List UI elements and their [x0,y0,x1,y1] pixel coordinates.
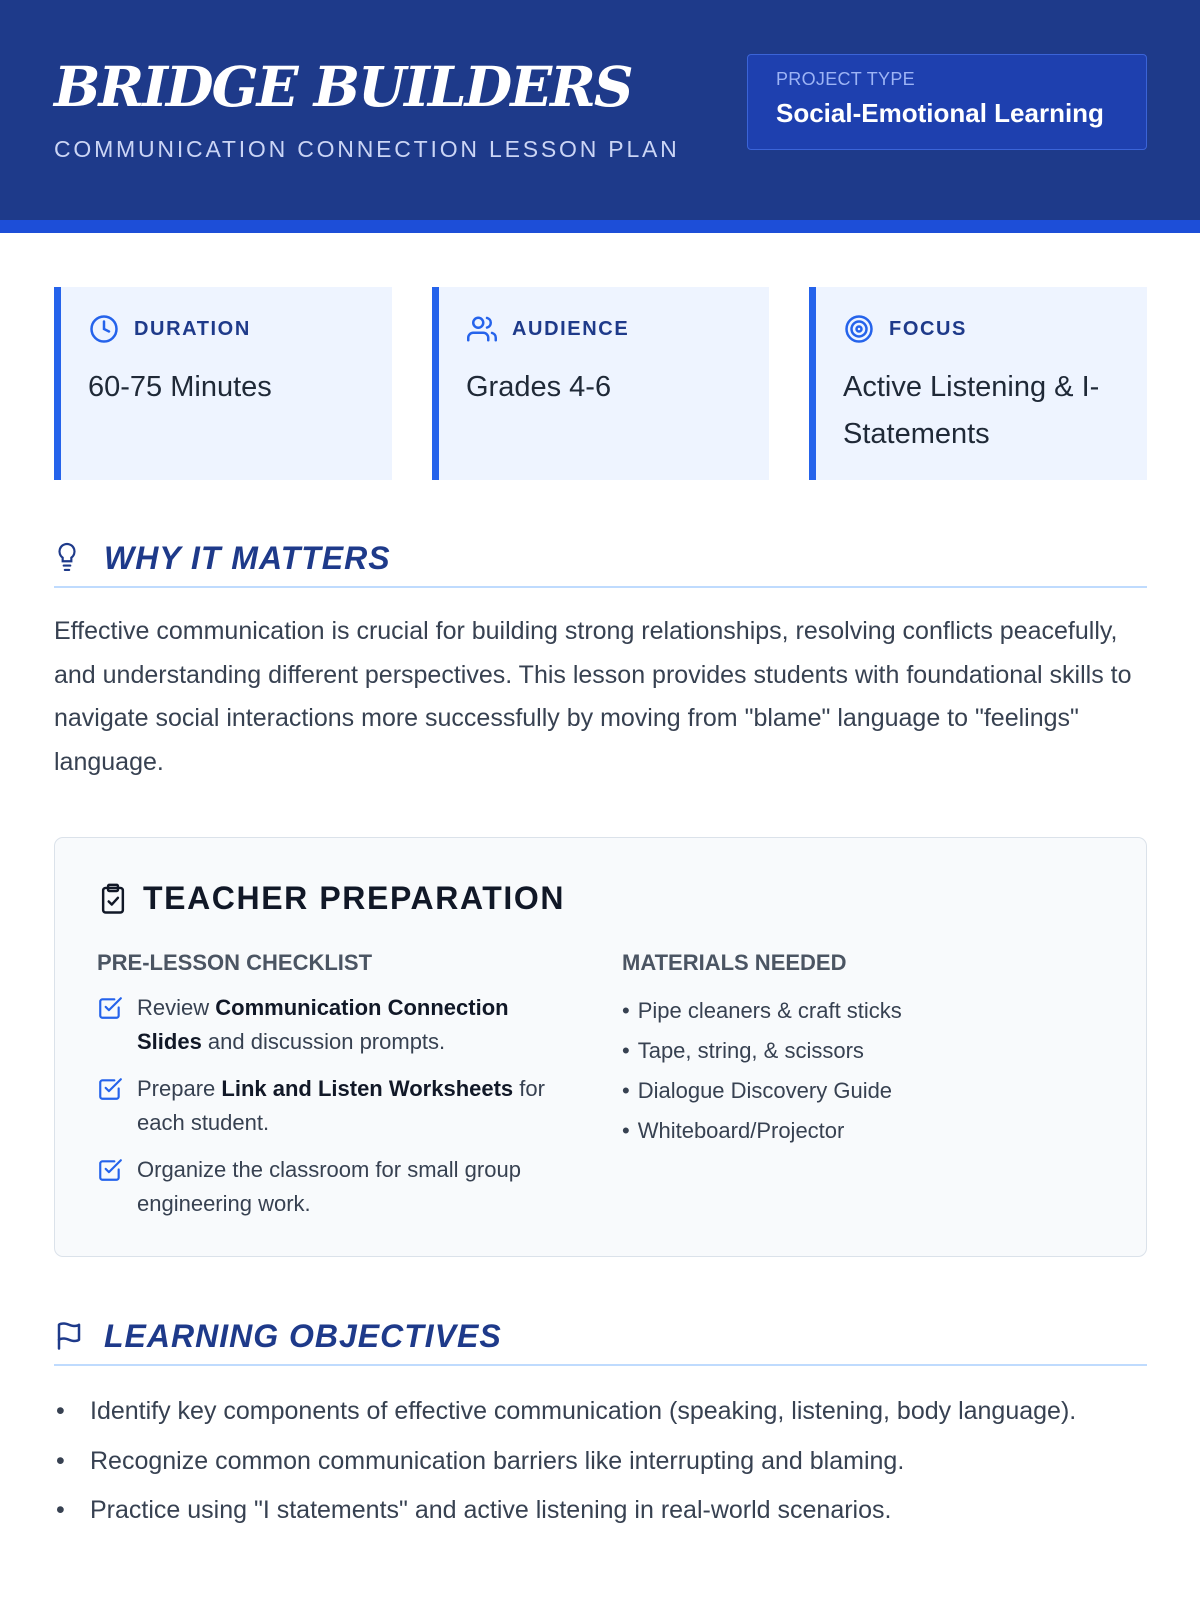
objective-item: • Recognize common communication barriers like interrupting and blaming. [56,1446,905,1475]
checklist-item-text: Review Communication Connection Slides and discussion prompts. [137,995,509,1054]
target-icon [843,313,875,345]
header-banner [0,0,1200,220]
lightbulb-icon [54,538,86,578]
audience-card [432,287,769,480]
flag-icon [54,1316,86,1356]
material-item: • Whiteboard/Projector [622,1111,902,1151]
why-title: WHY IT MATTERS [104,540,391,576]
objectives-title: LEARNING OBJECTIVES [104,1318,502,1354]
checklist-item-text: Organize the classroom for small group engineering work. [137,1157,521,1216]
material-item: • Pipe cleaners & craft sticks [622,991,902,1031]
page-subtitle: COMMUNICATION CONNECTION LESSON PLAN [54,136,680,162]
checkbox-checked-icon [97,1157,123,1183]
checklist-item [97,1072,577,1140]
duration-value: 60-75 Minutes [88,371,272,403]
project-type-label: PROJECT TYPE [776,69,915,89]
duration-label: DURATION [134,317,251,340]
focus-label: FOCUS [889,317,967,340]
objective-item: • Practice using "I statements" and active listening in real-world scenarios. [56,1496,892,1524]
material-item: • Dialogue Discovery Guide [622,1071,902,1111]
objectives-list [54,1390,1154,1539]
checklist-item [97,1153,577,1221]
audience-label: AUDIENCE [512,317,630,340]
project-type-box [747,54,1147,150]
focus-card [809,287,1147,480]
why-paragraph: Effective communication is crucial for building strong relationships, resolving conflicts peacefully, and understanding different perspectives. This lesson provides students with foundational skills to navigate social interactions more successfully by moving from "blame" language to "feelings" language. [54,617,1132,776]
objective-item: • Identify key components of effective communication (speaking, listening, body language). [56,1397,1077,1425]
pre-lesson-checklist [97,991,577,1234]
prep-title: TEACHER PREPARATION [143,880,566,916]
audience-value: Grades 4-6 [466,371,612,403]
checklist-item-text: Prepare Link and Listen Worksheets for each student. [137,1076,545,1135]
materials-list [622,991,902,1151]
objectives-section-header [54,1316,1147,1366]
material-item: • Tape, string, & scissors [622,1031,902,1071]
checklist-title: PRE-LESSON CHECKLIST [97,950,373,975]
focus-value: Active Listening & I-Statements [843,371,1100,450]
header-accent-bar [0,220,1200,233]
materials-title: MATERIALS NEEDED [622,950,847,975]
project-type-value: Social-Emotional Learning [776,98,1104,128]
clipboard-check-icon [97,883,129,915]
users-icon [466,313,498,345]
duration-card [54,287,392,480]
page-title: BRIDGE BUILDERS [54,54,632,119]
why-section-header [54,538,1147,588]
checklist-item [97,991,577,1059]
checkbox-checked-icon [97,1076,123,1102]
teacher-prep-panel [54,837,1147,1257]
checkbox-checked-icon [97,995,123,1021]
clock-icon [88,313,120,345]
